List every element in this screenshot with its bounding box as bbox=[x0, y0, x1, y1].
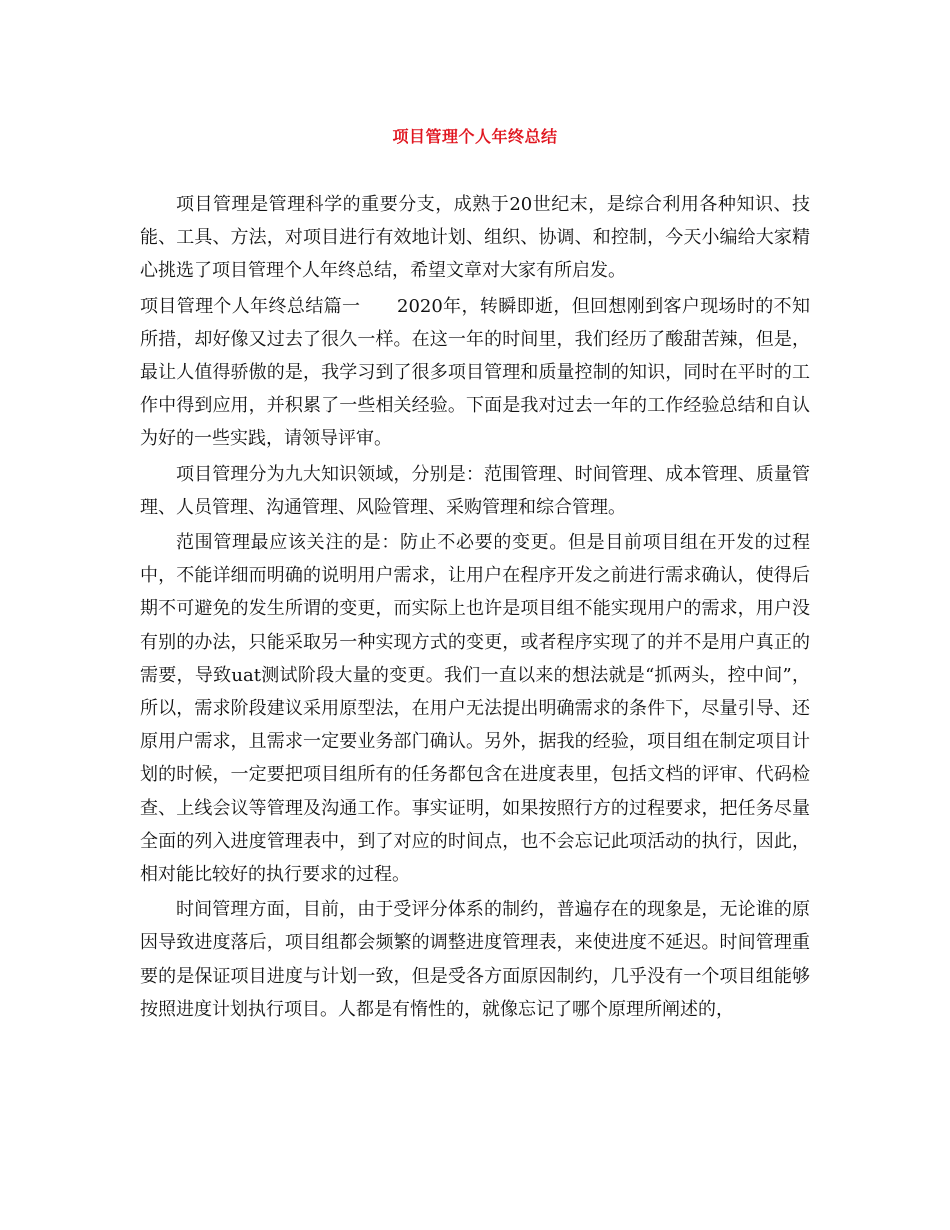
paragraph-time-management: 时间管理方面，目前，由于受评分体系的制约，普遍存在的现象是，无论谁的原因导致进度落后，项目组都会频繁的调整进度管理表，来使进度不延迟。时间管理重要的是保证项目进度与计划一致，但是受各方面原因制约，几乎没有一个项目组能够按照进度计划执行项目。人都是有惰性的，就像忘记了哪个原理所阐述的， bbox=[140, 899, 810, 1020]
paragraph-scope-management: 范围管理最应该关注的是：防止不必要的变更。但是目前项目组在开发的过程中，不能详细而明确的说明用户需求，让用户在程序开发之前进行需求确认，使得后期不可避免的发生所谓的变更，而实际上也许是项目组不能实现用户的需求，用户没有别的办法，只能采取另一种实现方式的变更，或者程序实现了的并不是用户真正的需要，导致uat测试阶段大量的变更。我们一直以来的想法就是“抓两头，控中间”，所以，需求阶段建议采用原型法，在用户无法提出明确需求的条件下，尽量引导、还原用户需求，且需求一定要业务部门确认。另外，据我的经验，项目组在制定项目计划的时候，一定要把项目组所有的任务都包含在进度表里，包括文档的评审、代码检查、上线会议等管理及沟通工作。事实证明，如果按照行方的过程要求，把任务尽量全面的列入进度管理表中，到了对应的时间点，也不会忘记此项活动的执行，因此，相对能比较好的执行要求的过程。 bbox=[140, 532, 810, 886]
paragraph-knowledge-areas: 项目管理分为九大知识领域，分别是：范围管理、时间管理、成本管理、质量管理、人员管理、沟通管理、风险管理、采购管理和综合管理。 bbox=[140, 463, 810, 518]
paragraph-part-one: 项目管理个人年终总结篇一 2020年，转瞬即逝，但回想刚到客户现场时的不知所措，却好像又过去了很久一样。在这一年的时间里，我们经历了酸甜苦辣，但是，最让人值得骄傲的是，我学习到了很多项目管理和质量控制的知识，同时在平时的工作中得到应用，并积累了一些相关经验。下面是我对过去一年的工作经验总结和自认为好的一些实践，请领导评审。 bbox=[140, 295, 810, 450]
document-title: 项目管理个人年终总结 bbox=[392, 127, 558, 146]
paragraph-intro: 项目管理是管理科学的重要分支，成熟于20世纪末，是综合利用各种知识、技能、工具、方法，对项目进行有效地计划、组织、协调、和控制，今天小编给大家精心挑选了项目管理个人年终总结，希望文章对大家有所启发。 bbox=[140, 194, 810, 282]
document-body bbox=[140, 188, 810, 1028]
